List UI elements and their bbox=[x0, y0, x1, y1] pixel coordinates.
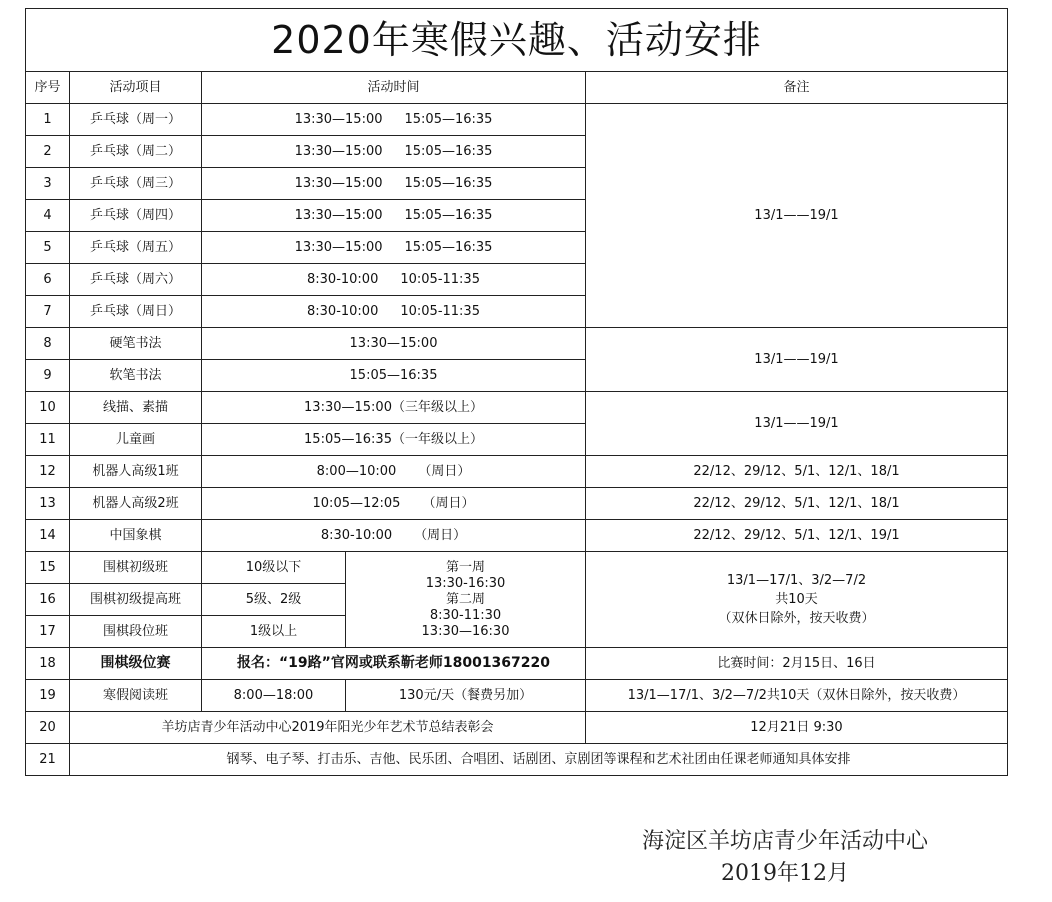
row-item: 乒乓球（周四） bbox=[70, 200, 202, 232]
row-item: 乒乓球（周六） bbox=[70, 264, 202, 296]
table-row bbox=[26, 552, 1008, 584]
row-no: 14 bbox=[26, 520, 70, 552]
row-time: 13:30—15:00 15:05—16:35 bbox=[202, 104, 586, 136]
row-note: 12月21日 9:30 bbox=[586, 712, 1008, 744]
header-row bbox=[26, 72, 1008, 104]
row-item: 羊坊店青少年活动中心2019年阳光少年艺术节总结表彰会 bbox=[70, 712, 586, 744]
row-note-art: 13/1——19/1 bbox=[586, 392, 1008, 456]
row-item: 围棋段位班 bbox=[70, 616, 202, 648]
table-row bbox=[26, 328, 1008, 360]
row-time: 13:30—15:00 15:05—16:35 bbox=[202, 200, 586, 232]
row-item: 儿童画 bbox=[70, 424, 202, 456]
row-item: 软笔书法 bbox=[70, 360, 202, 392]
row-item: 钢琴、电子琴、打击乐、吉他、民乐团、合唱团、话剧团、京剧团等课程和艺术社团由任课老师通知具体安排 bbox=[70, 744, 1008, 776]
row-registration: 报名：“19路”官网或联系靳老师18001367220 bbox=[202, 648, 586, 680]
row-item: 中国象棋 bbox=[70, 520, 202, 552]
row-no: 4 bbox=[26, 200, 70, 232]
row-time: 8:30-10:00 10:05-11:35 bbox=[202, 264, 586, 296]
table-row bbox=[26, 680, 1008, 712]
row-time: 13:30—15:00 15:05—16:35 bbox=[202, 168, 586, 200]
row-no: 17 bbox=[26, 616, 70, 648]
row-no: 6 bbox=[26, 264, 70, 296]
table-row bbox=[26, 744, 1008, 776]
row-time: 8:30-10:00 （周日） bbox=[202, 520, 586, 552]
row-item: 乒乓球（周五） bbox=[70, 232, 202, 264]
row-no: 9 bbox=[26, 360, 70, 392]
header-time: 活动时间 bbox=[202, 72, 586, 104]
row-level: 10级以下 bbox=[202, 552, 346, 584]
row-no: 18 bbox=[26, 648, 70, 680]
row-item: 乒乓球（周一） bbox=[70, 104, 202, 136]
row-item: 线描、素描 bbox=[70, 392, 202, 424]
row-note: 22/12、29/12、5/1、12/1、18/1 bbox=[586, 488, 1008, 520]
row-note-pingpong: 13/1——19/1 bbox=[586, 104, 1008, 328]
header-item: 活动项目 bbox=[70, 72, 202, 104]
signature-block bbox=[600, 826, 970, 890]
row-time: 10:05—12:05 （周日） bbox=[202, 488, 586, 520]
row-time: 8:30-10:00 10:05-11:35 bbox=[202, 296, 586, 328]
schedule-sheet bbox=[25, 8, 1008, 776]
row-no: 10 bbox=[26, 392, 70, 424]
go-note-dates: 13/1—17/1、3/2—7/2 bbox=[726, 573, 867, 588]
table-row bbox=[26, 648, 1008, 680]
go-schedule-cell bbox=[346, 552, 586, 648]
signature-date: 2019年12月 bbox=[721, 861, 849, 886]
row-no: 15 bbox=[26, 552, 70, 584]
row-item: 硬笔书法 bbox=[70, 328, 202, 360]
row-item: 机器人高级1班 bbox=[70, 456, 202, 488]
row-no: 19 bbox=[26, 680, 70, 712]
row-item: 机器人高级2班 bbox=[70, 488, 202, 520]
row-item: 围棋初级班 bbox=[70, 552, 202, 584]
row-time: 13:30—15:00 15:05—16:35 bbox=[202, 136, 586, 168]
row-no: 8 bbox=[26, 328, 70, 360]
go-note-cell bbox=[586, 552, 1008, 648]
row-no: 20 bbox=[26, 712, 70, 744]
header-no: 序号 bbox=[26, 72, 70, 104]
row-no: 2 bbox=[26, 136, 70, 168]
row-level: 1级以上 bbox=[202, 616, 346, 648]
row-no: 21 bbox=[26, 744, 70, 776]
row-no: 5 bbox=[26, 232, 70, 264]
row-no: 3 bbox=[26, 168, 70, 200]
go-note-days: 共10天 bbox=[775, 592, 818, 607]
row-time: 8:00—18:00 bbox=[202, 680, 346, 712]
row-item: 寒假阅读班 bbox=[70, 680, 202, 712]
row-item: 乒乓球（周三） bbox=[70, 168, 202, 200]
row-note: 22/12、29/12、5/1、12/1、19/1 bbox=[586, 520, 1008, 552]
table-row bbox=[26, 520, 1008, 552]
row-note: 22/12、29/12、5/1、12/1、18/1 bbox=[586, 456, 1008, 488]
table-row bbox=[26, 488, 1008, 520]
go-week2-time1: 8:30-11:30 bbox=[429, 607, 502, 623]
row-item: 乒乓球（周日） bbox=[70, 296, 202, 328]
row-no: 7 bbox=[26, 296, 70, 328]
go-note-rule: （双休日除外，按天收费） bbox=[718, 611, 875, 626]
table-row bbox=[26, 712, 1008, 744]
row-item: 围棋级位赛 bbox=[70, 648, 202, 680]
table-row bbox=[26, 392, 1008, 424]
row-no: 11 bbox=[26, 424, 70, 456]
row-time: 13:30—15:00 bbox=[202, 328, 586, 360]
row-time: 15:05—16:35 bbox=[202, 360, 586, 392]
row-fee: 130元/天（餐费另加） bbox=[346, 680, 586, 712]
go-week2-label: 第二周 bbox=[445, 591, 485, 607]
go-week1-time: 13:30-16:30 bbox=[425, 575, 506, 591]
row-no: 12 bbox=[26, 456, 70, 488]
row-time: 13:30—15:00 15:05—16:35 bbox=[202, 232, 586, 264]
row-no: 16 bbox=[26, 584, 70, 616]
table-row bbox=[26, 456, 1008, 488]
row-time: 8:00—10:00 （周日） bbox=[202, 456, 586, 488]
page-title: 2020年寒假兴趣、活动安排 bbox=[26, 9, 1008, 72]
go-week1-label: 第一周 bbox=[445, 559, 485, 575]
row-note-calligraphy: 13/1——19/1 bbox=[586, 328, 1008, 392]
row-level: 5级、2级 bbox=[202, 584, 346, 616]
row-time: 15:05—16:35（一年级以上） bbox=[202, 424, 586, 456]
row-note: 13/1—17/1、3/2—7/2共10天（双休日除外，按天收费） bbox=[586, 680, 1008, 712]
row-item: 围棋初级提高班 bbox=[70, 584, 202, 616]
row-no: 13 bbox=[26, 488, 70, 520]
row-time: 13:30—15:00（三年级以上） bbox=[202, 392, 586, 424]
header-note: 备注 bbox=[586, 72, 1008, 104]
schedule-table bbox=[25, 8, 1008, 776]
signature-org: 海淀区羊坊店青少年活动中心 bbox=[641, 829, 928, 854]
row-no: 1 bbox=[26, 104, 70, 136]
go-week2-time2: 13:30—16:30 bbox=[421, 623, 510, 639]
row-item: 乒乓球（周二） bbox=[70, 136, 202, 168]
table-row bbox=[26, 104, 1008, 136]
row-note: 比赛时间：2月15日、16日 bbox=[586, 648, 1008, 680]
